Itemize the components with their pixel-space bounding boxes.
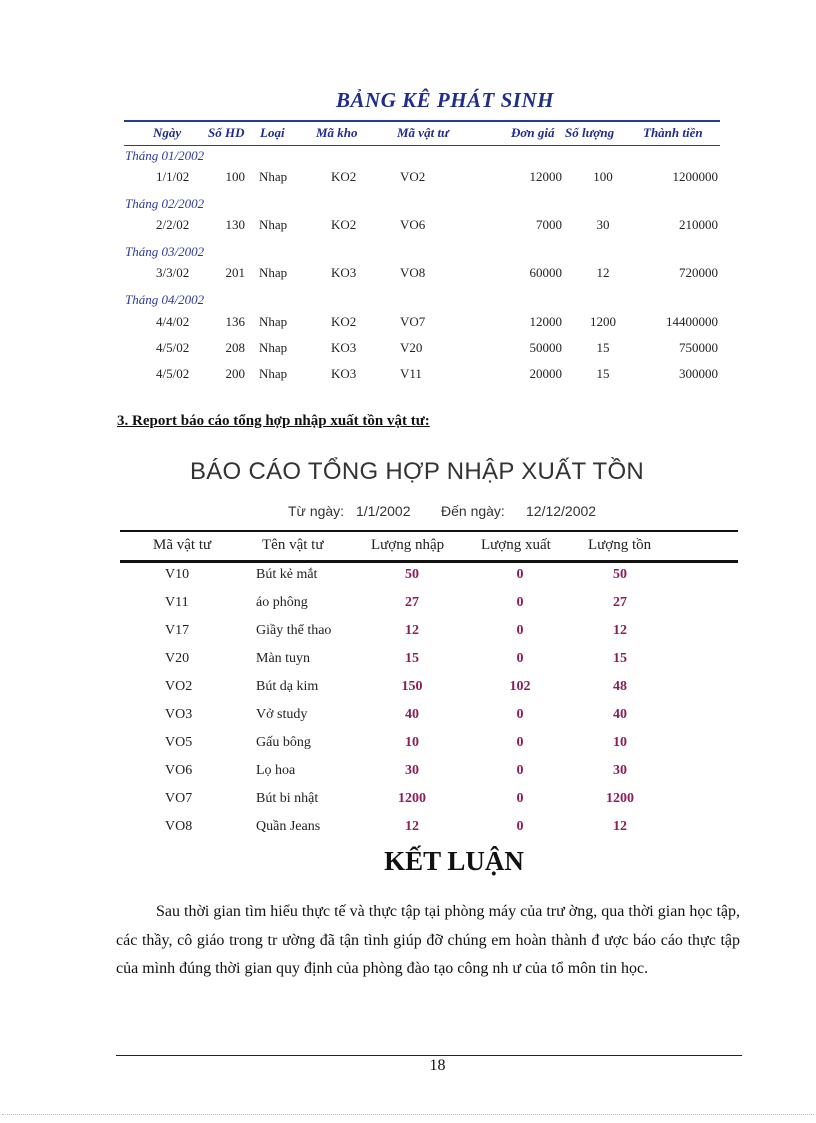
cell-ten-vat-tu: áo phông — [256, 595, 308, 610]
cell-ma-vat-tu: V20 — [400, 340, 423, 355]
header-luong-ton: Lượng tồn — [588, 537, 652, 553]
cell-ma-vat-tu: VO8 — [165, 819, 193, 834]
cell-luong-xuat: 0 — [516, 735, 524, 750]
cell-luong-nhap: 12 — [405, 819, 419, 834]
page-number: 18 — [429, 1057, 446, 1074]
cell-luong-ton: 30 — [613, 763, 627, 778]
table-row — [0, 819, 816, 839]
cell-luong-nhap: 40 — [405, 707, 419, 722]
cell-so-hd: 200 — [225, 366, 245, 381]
cell-thanh-tien: 720000 — [679, 265, 718, 280]
cell-luong-nhap: 27 — [405, 595, 419, 610]
cell-so-luong: 30 — [596, 217, 610, 232]
header-ma-vat-tu: Mã vật tư — [397, 125, 449, 140]
cell-ngay: 3/3/02 — [156, 265, 190, 280]
cell-ten-vat-tu: Quần Jeans — [256, 819, 321, 834]
table-row — [0, 763, 816, 783]
report1-header-row — [0, 125, 816, 143]
to-date-label: Đến ngày: — [441, 503, 505, 519]
from-date-value: 1/1/2002 — [356, 503, 411, 519]
cell-ma-vat-tu: VO6 — [165, 763, 193, 778]
cell-so-hd: 130 — [225, 217, 245, 232]
month-group-label: Tháng 03/2002 — [125, 244, 205, 259]
header-ma-vat-tu: Mã vật tư — [153, 537, 212, 553]
cell-ma-kho: KO3 — [331, 340, 357, 355]
cell-luong-ton: 50 — [613, 567, 627, 582]
table-row — [0, 707, 816, 727]
cell-thanh-tien: 750000 — [679, 340, 718, 355]
table-row — [0, 791, 816, 811]
cell-so-hd: 136 — [225, 314, 245, 329]
cell-luong-ton: 12 — [613, 623, 627, 638]
cell-ma-vat-tu: VO5 — [165, 735, 193, 750]
cell-ma-vat-tu: V11 — [400, 366, 422, 381]
cell-ma-vat-tu: VO2 — [165, 679, 193, 694]
cell-loai: Nhap — [259, 169, 288, 184]
table-row — [0, 623, 816, 643]
header-ten-vat-tu: Tên vật tư — [262, 537, 324, 553]
cell-ten-vat-tu: Vở study — [256, 707, 308, 722]
footer-rule — [116, 1055, 742, 1056]
header-loai: Loại — [260, 125, 285, 140]
cell-ten-vat-tu: Bút kẻ mắt — [256, 567, 318, 582]
header-ngay: Ngày — [153, 125, 182, 140]
cell-luong-ton: 12 — [613, 819, 627, 834]
cell-so-hd: 208 — [225, 340, 245, 355]
cell-ten-vat-tu: Lọ hoa — [256, 763, 296, 778]
header-luong-nhap: Lượng nhập — [371, 537, 445, 553]
report1-top-rule — [124, 120, 720, 122]
cell-ten-vat-tu: Bút bi nhật — [256, 791, 319, 806]
cell-ma-vat-tu: V20 — [165, 651, 190, 666]
cell-so-luong: 100 — [593, 169, 613, 184]
page-bottom-dotted-border — [2, 1114, 814, 1115]
cell-luong-xuat: 102 — [509, 679, 531, 694]
cell-thanh-tien: 210000 — [679, 217, 718, 232]
cell-loai: Nhap — [259, 265, 288, 280]
cell-ten-vat-tu: Giầy thể thao — [256, 623, 332, 638]
cell-ma-vat-tu: VO6 — [400, 217, 426, 232]
cell-luong-xuat: 0 — [516, 791, 524, 806]
cell-ma-vat-tu: V11 — [165, 595, 189, 610]
cell-loai: Nhap — [259, 366, 288, 381]
cell-so-luong: 15 — [596, 366, 610, 381]
header-luong-xuat: Lượng xuất — [481, 537, 551, 553]
table-row — [0, 169, 816, 187]
cell-ma-vat-tu: VO3 — [165, 707, 193, 722]
cell-don-gia: 50000 — [529, 340, 562, 355]
report1-header-rule — [124, 145, 720, 146]
cell-luong-xuat: 0 — [516, 595, 524, 610]
cell-luong-xuat: 0 — [516, 623, 524, 638]
table-row — [0, 314, 816, 332]
cell-ten-vat-tu: Bút dạ kim — [256, 679, 319, 694]
cell-luong-ton: 15 — [613, 651, 627, 666]
cell-luong-nhap: 50 — [405, 567, 419, 582]
cell-luong-xuat: 0 — [516, 763, 524, 778]
cell-luong-nhap: 12 — [405, 623, 419, 638]
cell-luong-nhap: 1200 — [398, 791, 426, 806]
header-so-luong: Số lượng — [565, 125, 615, 140]
cell-don-gia: 12000 — [529, 169, 562, 184]
cell-ngay: 1/1/02 — [156, 169, 190, 184]
cell-ma-kho: KO3 — [331, 265, 357, 280]
table-row — [0, 679, 816, 699]
month-group-label: Tháng 02/2002 — [125, 196, 205, 211]
cell-don-gia: 7000 — [536, 217, 562, 232]
section-heading: 3. Report báo cáo tổng hợp nhập xuất tồn vật tư: — [117, 413, 430, 429]
cell-ma-kho: KO2 — [331, 314, 357, 329]
cell-luong-xuat: 0 — [516, 707, 524, 722]
to-date-value: 12/12/2002 — [526, 503, 597, 519]
cell-ma-kho: KO2 — [331, 169, 357, 184]
cell-loai: Nhap — [259, 217, 288, 232]
cell-so-luong: 15 — [596, 340, 610, 355]
report1-title: BẢNG KÊ PHÁT SINH — [336, 88, 554, 112]
cell-ngay: 4/5/02 — [156, 366, 190, 381]
cell-ngay: 4/4/02 — [156, 314, 190, 329]
header-don-gia: Đơn giá — [511, 125, 555, 140]
cell-ma-kho: KO3 — [331, 366, 357, 381]
cell-ngay: 2/2/02 — [156, 217, 190, 232]
cell-ngay: 4/5/02 — [156, 340, 190, 355]
cell-ten-vat-tu: Màn tuyn — [256, 651, 311, 666]
cell-luong-xuat: 0 — [516, 651, 524, 666]
report2-title: BÁO CÁO TỔNG HỢP NHẬP XUẤT TỒN — [189, 458, 645, 485]
conclusion-heading: KẾT LUẬN — [384, 846, 524, 876]
cell-ma-vat-tu: VO2 — [400, 169, 426, 184]
cell-luong-ton: 10 — [613, 735, 627, 750]
cell-luong-xuat: 0 — [516, 567, 524, 582]
header-thanh-tien: Thành tiền — [643, 125, 703, 140]
month-group-label: Tháng 01/2002 — [125, 148, 205, 163]
cell-luong-nhap: 15 — [405, 651, 419, 666]
cell-thanh-tien: 1200000 — [672, 169, 718, 184]
cell-don-gia: 12000 — [529, 314, 562, 329]
table-row — [0, 595, 816, 615]
conclusion-paragraph: Sau thời gian tìm hiểu thực tế và thực tập tại phòng máy của trư ờng, qua thời gian học tập, các thầy, cô giáo trong tr ường đã tận tình giúp đỡ chúng em hoàn thành đ ược báo cáo thực tập của mình đúng thời gian quy định của phòng đào tạo công nh ư của tổ môn tin học. — [116, 903, 740, 977]
report2-top-rule — [120, 530, 738, 532]
cell-luong-nhap: 30 — [405, 763, 419, 778]
table-row — [0, 217, 816, 235]
from-date-label: Từ ngày: — [288, 503, 345, 519]
table-row — [0, 735, 816, 755]
cell-so-hd: 201 — [225, 265, 245, 280]
cell-luong-ton: 27 — [613, 595, 627, 610]
cell-ma-vat-tu: VO7 — [165, 791, 193, 806]
header-so-hd: Số HD — [208, 125, 245, 140]
cell-ma-vat-tu: V17 — [165, 623, 190, 638]
cell-luong-ton: 40 — [613, 707, 627, 722]
cell-thanh-tien: 14400000 — [666, 314, 718, 329]
cell-loai: Nhap — [259, 314, 288, 329]
cell-so-luong: 1200 — [590, 314, 616, 329]
table-row — [0, 651, 816, 671]
cell-luong-xuat: 0 — [516, 819, 524, 834]
cell-so-luong: 12 — [596, 265, 610, 280]
month-group-label: Tháng 04/2002 — [125, 292, 205, 307]
cell-luong-ton: 1200 — [606, 791, 634, 806]
table-row — [0, 265, 816, 283]
cell-ma-kho: KO2 — [331, 217, 357, 232]
header-ma-kho: Mã kho — [316, 125, 358, 140]
table-row — [0, 340, 816, 358]
cell-luong-nhap: 150 — [401, 679, 423, 694]
table-row — [0, 567, 816, 587]
table-row — [0, 366, 816, 384]
cell-don-gia: 20000 — [529, 366, 562, 381]
cell-loai: Nhap — [259, 340, 288, 355]
cell-so-hd: 100 — [225, 169, 245, 184]
cell-luong-nhap: 10 — [405, 735, 419, 750]
report2-header-rule — [120, 560, 738, 563]
cell-thanh-tien: 300000 — [679, 366, 718, 381]
cell-ma-vat-tu: V10 — [165, 567, 190, 582]
cell-ma-vat-tu: VO8 — [400, 265, 426, 280]
cell-don-gia: 60000 — [529, 265, 562, 280]
cell-ma-vat-tu: VO7 — [400, 314, 426, 329]
cell-ten-vat-tu: Gấu bông — [256, 735, 311, 750]
cell-luong-ton: 48 — [613, 679, 627, 694]
